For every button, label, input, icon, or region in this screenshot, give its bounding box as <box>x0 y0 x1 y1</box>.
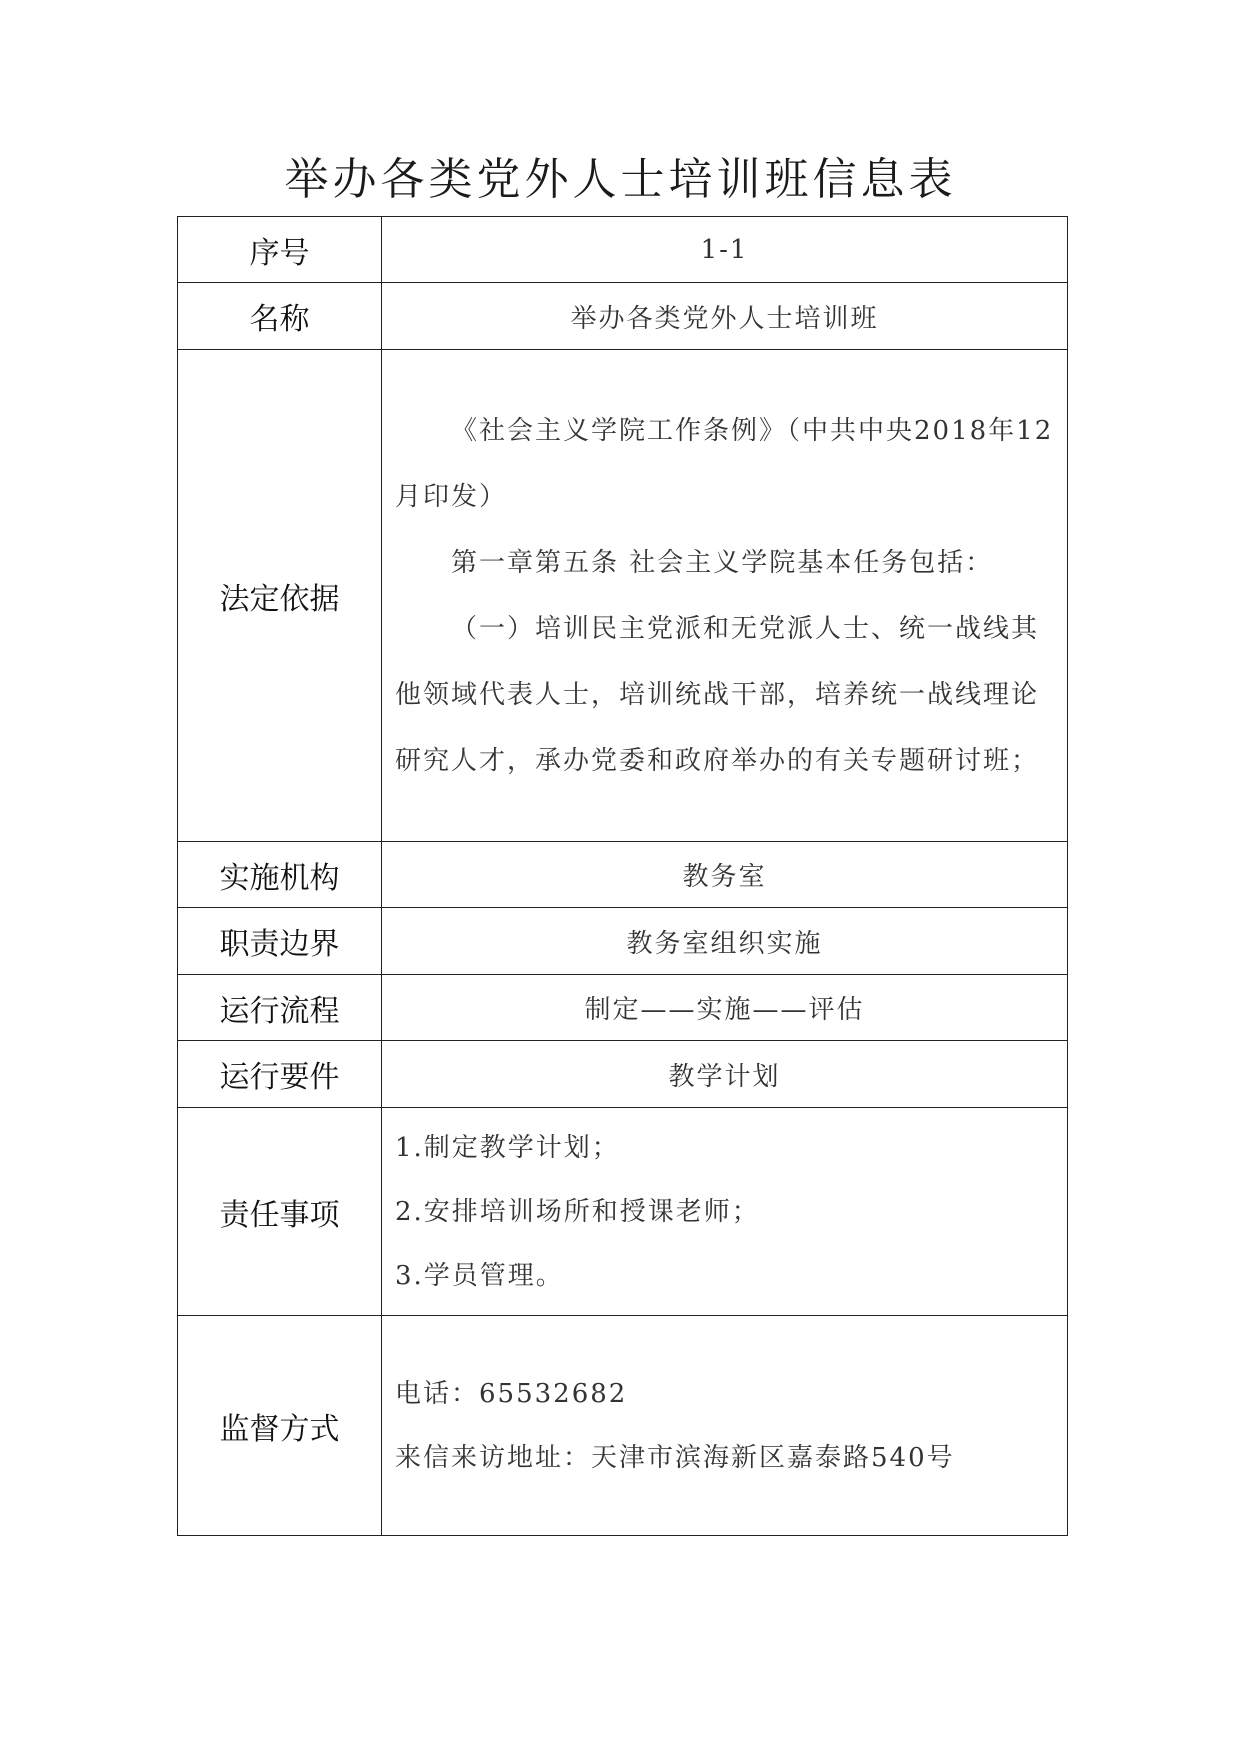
serial-label: 序号 <box>178 217 382 283</box>
page-title: 举办各类党外人士培训班信息表 <box>284 154 957 205</box>
legal-basis-paragraph: （一）培训民主党派和无党派人士、统一战线其他领域代表人士，培训统战干部，培养统一战线理论研究人才，承办党委和政府举办的有关专题研讨班； <box>395 613 1040 776</box>
supervision-label: 监督方式 <box>178 1316 382 1536</box>
row-agency <box>178 842 1068 908</box>
name-label: 名称 <box>178 283 382 350</box>
process-label: 运行流程 <box>178 975 382 1041</box>
legal-basis-value <box>382 350 1068 842</box>
row-legal-basis <box>178 350 1068 842</box>
responsibilities-value <box>382 1108 1068 1316</box>
requirements-label: 运行要件 <box>178 1041 382 1108</box>
responsibilities-label: 责任事项 <box>178 1108 382 1316</box>
address-line: 来信来访地址：天津市滨海新区嘉泰路540号 <box>395 1442 955 1473</box>
row-responsibilities <box>178 1108 1068 1316</box>
serial-value: 1-1 <box>382 217 1068 283</box>
responsibility-item: 3.学员管理。 <box>395 1260 564 1291</box>
row-name <box>178 283 1068 350</box>
process-value: 制定——实施——评估 <box>382 975 1068 1041</box>
legal-basis-paragraph: 《社会主义学院工作条例》（中共中央2018年12月印发） <box>395 415 1054 512</box>
responsibility-item: 2.安排培训场所和授课老师； <box>395 1196 760 1227</box>
row-process <box>178 975 1068 1041</box>
row-boundary <box>178 908 1068 975</box>
agency-label: 实施机构 <box>178 842 382 908</box>
name-value: 举办各类党外人士培训班 <box>382 283 1068 350</box>
legal-basis-label: 法定依据 <box>178 350 382 842</box>
row-supervision <box>178 1316 1068 1536</box>
legal-basis-paragraph: 第一章第五条 社会主义学院基本任务包括： <box>451 547 994 578</box>
info-table <box>177 216 1068 1536</box>
supervision-value <box>382 1316 1068 1536</box>
row-serial <box>178 217 1068 283</box>
boundary-label: 职责边界 <box>178 908 382 975</box>
phone-line: 电话：65532682 <box>395 1378 628 1409</box>
agency-value: 教务室 <box>382 842 1068 908</box>
requirements-value: 教学计划 <box>382 1041 1068 1108</box>
responsibility-item: 1.制定教学计划； <box>395 1132 620 1163</box>
row-requirements <box>178 1041 1068 1108</box>
boundary-value: 教务室组织实施 <box>382 908 1068 975</box>
